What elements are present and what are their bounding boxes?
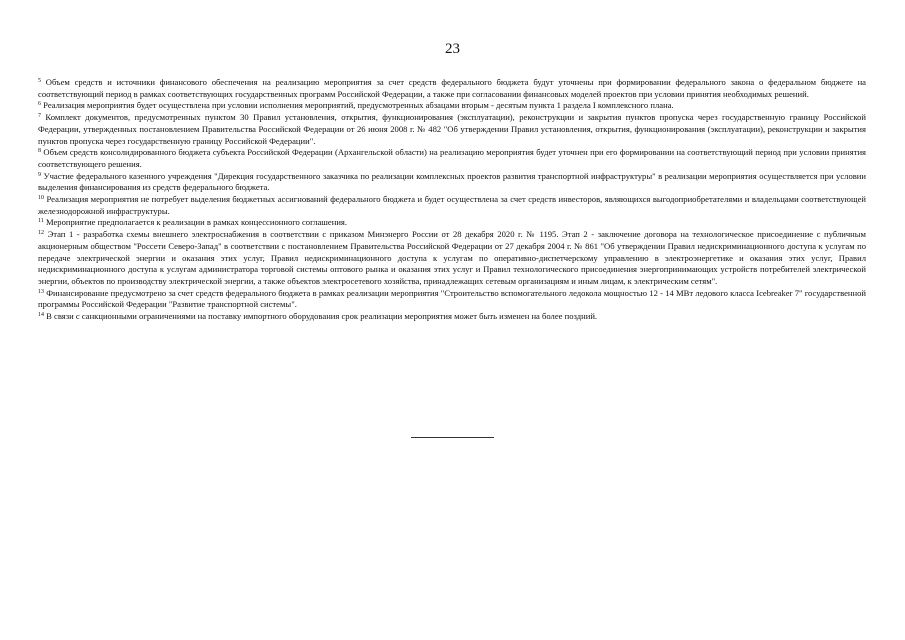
footnote-mark: 5 — [38, 78, 41, 84]
footnote-mark: 10 — [38, 195, 44, 202]
footnote-text: В связи с санкционными ограничениями на поставку импортного оборудования срок реализации мероприятия может быть изменен на более поздний. — [46, 311, 598, 322]
end-divider — [411, 437, 494, 438]
footnotes-section — [38, 77, 866, 323]
footnote-mark: 6 — [38, 101, 41, 108]
footnote-text: Реализация мероприятия не потребует выделения бюджетных ассигнований федерального бюджета и будет осуществлена за счет средств инвесторов, являющихся выгодоприобретателями и владельцами соответствующей железнодорожной инфраструктуры. — [38, 194, 866, 216]
footnote-text: Финансирование предусмотрено за счет средств федерального бюджета в рамках реализации мероприятия "Строительство вспомогательного ледокола мощностью 12 - 14 МВт ледового класса Icebreaker 7" государственной программы Российской Федерации "Развитие транспортной системы". — [38, 287, 866, 310]
footnote-mark: 8 — [38, 148, 41, 155]
footnote-7 — [38, 112, 866, 147]
footnote-14 — [38, 311, 866, 323]
footnote-mark: 9 — [38, 171, 41, 178]
footnote-12 — [38, 229, 866, 288]
footnote-mark: 12 — [38, 230, 44, 237]
footnote-text: Объем средств консолидированного бюджета субъекта Российской Федерации (Архангельской области) на реализацию мероприятия будет уточнен при его формировании на соответствующий период при условии принятия соответствующего решения. — [38, 147, 866, 169]
footnote-text: Участие федерального казенного учреждения "Дирекция государственного заказчика по реализации комплексных проектов развития транспортной инфраструктуры" в реализации мероприятия осуществляется при условии выделения финансирования из средств федерального бюджета. — [38, 170, 866, 193]
footnote-mark: 11 — [38, 218, 44, 225]
footnote-9 — [38, 171, 866, 194]
footnote-mark: 14 — [38, 312, 44, 319]
footnote-13 — [38, 288, 866, 311]
footnote-mark: 7 — [38, 113, 41, 120]
footnote-11 — [38, 217, 866, 229]
footnote-text: Этап 1 - разработка схемы внешнего электроснабжения в соответствии с приказом Минэнерго России от 28 декабря 2020 г. № 1195. Этап 2 - заключение договора на технологическое присоединение с публичным акционерным обществом "Россети Северо-Запад" в соответствии с постановлением Правительства Российской Федерации от 27 декабря 2004 г. № 861 "Об утверждении Правил недискриминационного доступа к услугам по передаче электрической энергии и оказания этих услуг, Правил недискриминационного доступа к услугам по оперативно-диспетчерскому управлению в электроэнергетике и оказания этих услуг, Правил недискриминационного доступа к услугам администратора торговой системы оптового рынка и оказания этих услуг и Правил технологического присоединения энергопринимающих устройств потребителей электрической энергии, объектов по производству электрической энергии, а также объектов электросетевого хозяйства, принадлежащих сетевым организациям и иным лицам, к электрическим сетям". — [38, 229, 866, 286]
footnote-text: Объем средств и источники финансового обеспечения на реализацию мероприятия за счет средств федерального бюджета будут уточнены при формировании федерального закона о федеральном бюджете на соответствующий период в рамках соответствующих государственных программ Российской Федерации, а также при согласовании финансовых моделей проектов при условии принятия необходимых решений. — [38, 77, 866, 99]
footnote-8 — [38, 147, 866, 170]
footnote-text: Мероприятие предполагается к реализации в рамках концессионного соглашения. — [45, 217, 348, 228]
footnote-text: Реализация мероприятия будет осуществлена при условии исполнения мероприятий, предусмотренных абзацами вторым - десятым пункта 1 раздела I комплексного плана. — [43, 100, 674, 111]
footnote-5 — [38, 77, 866, 100]
page-number: 23 — [445, 41, 460, 57]
footnote-text: Комплект документов, предусмотренных пунктом 30 Правил установления, открытия, функционирования (эксплуатации), реконструкции и закрытия пунктов пропуска через государственную границу Российской Федерации, утвержденных постановлением Правительства Российской Федерации от 26 июня 2008 г. № 482 "Об утверждении Правил установления, открытия, функционирования (эксплуатации), реконструкции и закрытия пунктов пропуска через государственную границу Российской Федерации". — [38, 112, 866, 146]
footnote-mark: 13 — [38, 288, 44, 295]
footnote-10 — [38, 194, 866, 217]
footnote-6 — [38, 100, 866, 112]
